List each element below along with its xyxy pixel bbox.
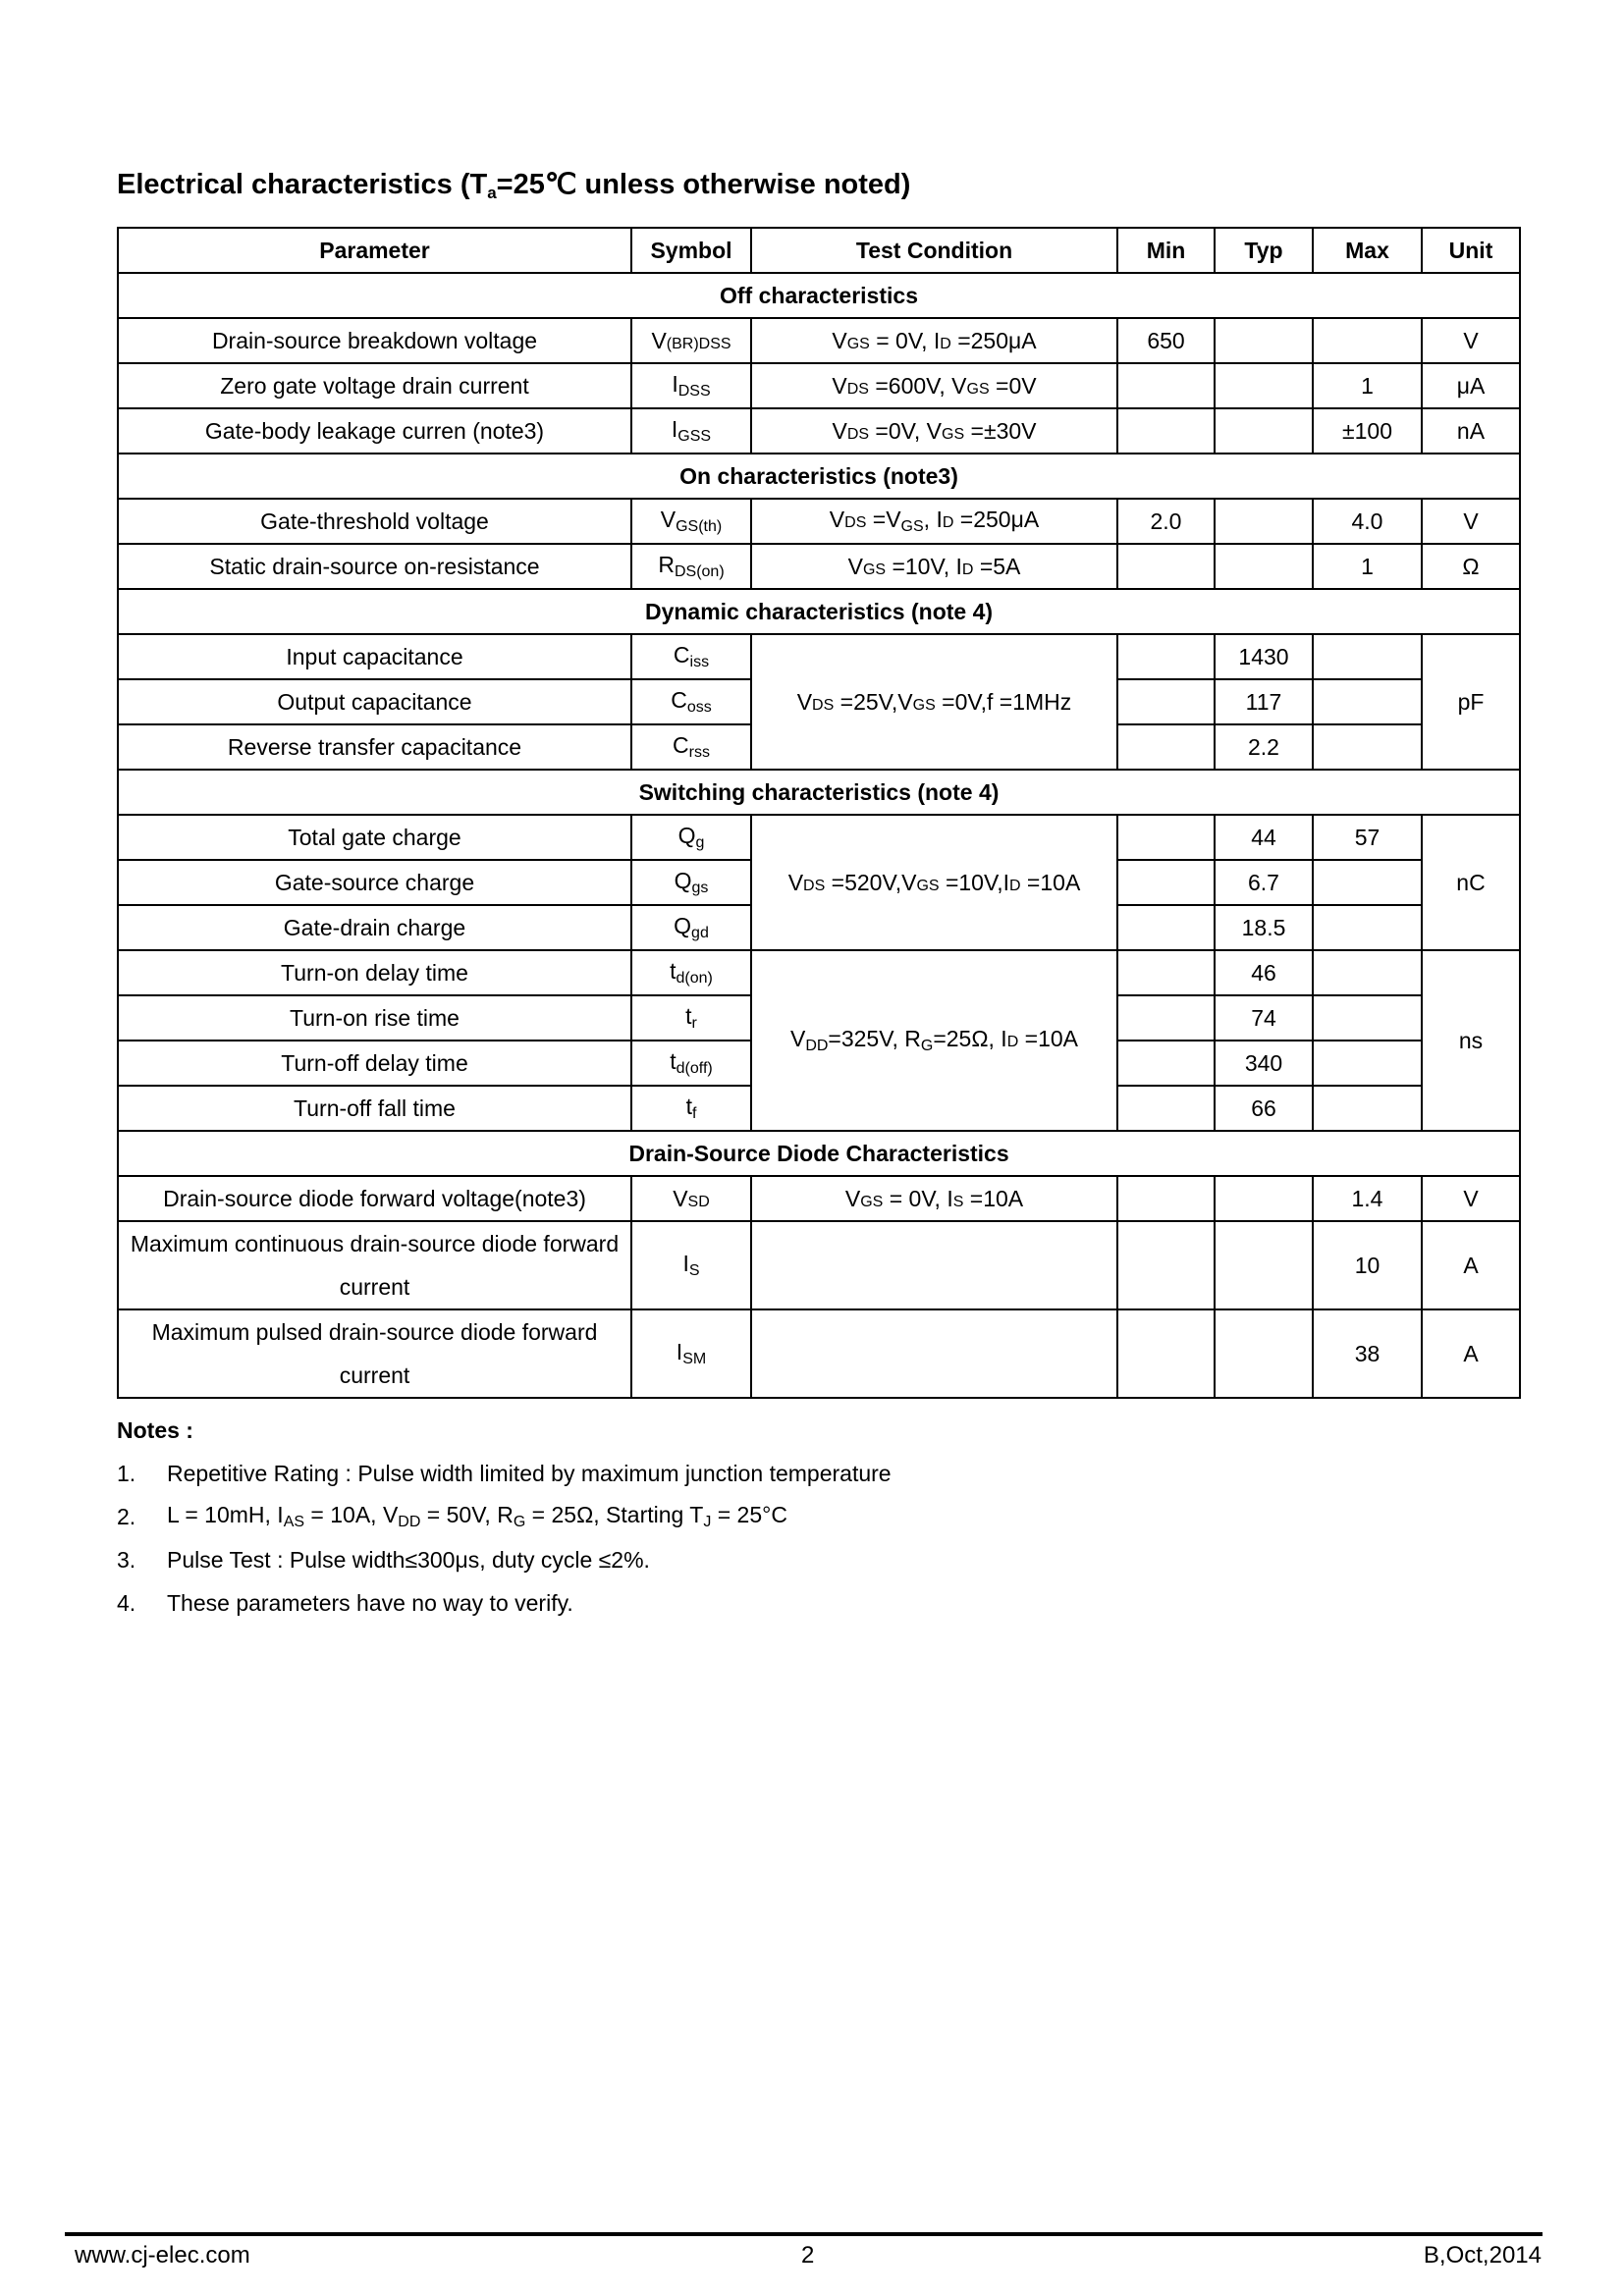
unit-cell: A	[1422, 1221, 1520, 1309]
text: V	[660, 507, 677, 532]
subscript: GS	[966, 380, 990, 398]
unit-cell: nC	[1422, 815, 1520, 950]
subscript: GS	[942, 425, 965, 443]
typ-cell	[1215, 408, 1313, 454]
typ-cell	[1215, 363, 1313, 408]
parameter-cell: Maximum continuous drain-source diode forward current	[118, 1221, 631, 1309]
note-text	[167, 1547, 650, 1574]
header-test-condition: Test Condition	[751, 228, 1117, 273]
text: = 50V, R	[420, 1502, 514, 1527]
test-condition-cell	[751, 318, 1117, 363]
section-row	[118, 589, 1520, 634]
max-cell: 1.4	[1313, 1176, 1422, 1221]
min-cell: 650	[1117, 318, 1215, 363]
max-cell	[1313, 950, 1422, 995]
note-number: 2.	[117, 1503, 136, 1529]
table-row	[118, 634, 1520, 679]
symbol-cell	[631, 499, 751, 544]
typ-cell: 44	[1215, 815, 1313, 860]
max-cell	[1313, 724, 1422, 770]
text: =V	[866, 507, 901, 532]
subscript: SM	[682, 1351, 707, 1367]
parameter-cell: Drain-source diode forward voltage(note3)	[118, 1176, 631, 1221]
text: t	[670, 1048, 677, 1074]
text: Q	[674, 913, 692, 938]
section-row	[118, 1131, 1520, 1176]
max-cell	[1313, 318, 1422, 363]
text: L = 10mH, I	[167, 1502, 284, 1527]
note-number: 1.	[117, 1460, 136, 1486]
text: V	[787, 869, 804, 895]
text: = 25Ω, Starting T	[525, 1502, 704, 1527]
note-item	[117, 1538, 892, 1581]
text: I	[682, 1251, 689, 1276]
text: Q	[677, 823, 696, 848]
min-cell	[1117, 905, 1215, 950]
symbol-cell	[631, 363, 751, 408]
footer-revision: B,Oct,2014	[1423, 2242, 1542, 2269]
table-row	[118, 408, 1520, 454]
symbol-cell	[631, 408, 751, 454]
symbol-cell	[631, 995, 751, 1041]
unit-cell: V	[1422, 318, 1520, 363]
symbol-cell	[631, 905, 751, 950]
test-condition-cell	[751, 950, 1117, 1131]
parameter-cell: Turn-on delay time	[118, 950, 631, 995]
text: t	[685, 1003, 692, 1029]
subscript: D	[942, 514, 954, 531]
notes-heading: Notes :	[117, 1417, 193, 1443]
subscript: rss	[688, 744, 710, 761]
subscript: GS	[860, 1193, 884, 1210]
text: =10V, I	[886, 553, 962, 579]
table-header-row	[118, 228, 1520, 273]
unit-cell: pF	[1422, 634, 1520, 770]
subscript: DS	[803, 877, 826, 894]
text: =10V,I	[939, 869, 1009, 895]
text: V	[796, 688, 813, 715]
header-unit: Unit	[1422, 228, 1520, 273]
text: =0V, V	[869, 417, 943, 444]
note-text	[167, 1502, 787, 1531]
subscript: G	[920, 1038, 934, 1054]
text: V	[847, 553, 863, 579]
header-typ: Typ	[1215, 228, 1313, 273]
text: =250μA	[950, 327, 1037, 353]
unit-cell: Ω	[1422, 544, 1520, 589]
subscript: D	[940, 335, 951, 352]
test-condition-cell	[751, 1221, 1117, 1309]
text: = 10A, V	[304, 1502, 399, 1527]
subscript: J	[703, 1514, 712, 1530]
min-cell	[1117, 679, 1215, 724]
text: C	[673, 642, 690, 667]
text: t	[685, 1094, 692, 1119]
section-row	[118, 454, 1520, 499]
max-cell: 38	[1313, 1309, 1422, 1398]
subscript: f	[691, 1105, 697, 1122]
subscript: gd	[691, 925, 709, 941]
parameter-cell: Maximum pulsed drain-source diode forward current	[118, 1309, 631, 1398]
header-parameter: Parameter	[118, 228, 631, 273]
table-row	[118, 950, 1520, 995]
min-cell	[1117, 1221, 1215, 1309]
min-cell	[1117, 544, 1215, 589]
section-label: Drain-Source Diode Characteristics	[118, 1131, 1520, 1176]
max-cell	[1313, 995, 1422, 1041]
table-row	[118, 318, 1520, 363]
note-number: 3.	[117, 1546, 136, 1573]
max-cell: 10	[1313, 1221, 1422, 1309]
text: = 0V, I	[869, 327, 941, 353]
typ-cell	[1215, 544, 1313, 589]
text: =600V, V	[868, 372, 967, 399]
subscript: d(on)	[676, 970, 713, 987]
parameter-cell: Zero gate voltage drain current	[118, 363, 631, 408]
subscript: AS	[283, 1514, 305, 1530]
min-cell	[1117, 815, 1215, 860]
table-row	[118, 815, 1520, 860]
typ-cell: 74	[1215, 995, 1313, 1041]
subscript: GS	[912, 696, 936, 714]
symbol-cell	[631, 950, 751, 995]
symbol-cell	[631, 634, 751, 679]
parameter-cell: Gate-drain charge	[118, 905, 631, 950]
text: These parameters have no way to verify.	[167, 1589, 573, 1616]
subscript: GS(th)	[676, 518, 723, 535]
section-row	[118, 770, 1520, 815]
min-cell	[1117, 1041, 1215, 1086]
unit-cell: V	[1422, 1176, 1520, 1221]
min-cell	[1117, 724, 1215, 770]
max-cell: 57	[1313, 815, 1422, 860]
notes	[117, 1417, 892, 1625]
parameter-cell: Static drain-source on-resistance	[118, 544, 631, 589]
footer-website: www.cj-elec.com	[75, 2242, 250, 2269]
test-condition-cell	[751, 544, 1117, 589]
symbol-cell	[631, 1041, 751, 1086]
text: =250μA	[953, 507, 1040, 532]
subscript: DS	[812, 696, 835, 714]
text: V	[789, 1026, 806, 1051]
unit-cell: μA	[1422, 363, 1520, 408]
subscript: GS	[846, 335, 870, 352]
subscript: oss	[686, 699, 712, 716]
subscript: DS	[844, 514, 867, 531]
text: V	[673, 1185, 688, 1211]
page-title: Electrical characteristics ($T_a=25℃$ unless otherwise noted)	[117, 169, 911, 202]
subscript: DS	[846, 425, 870, 443]
min-cell	[1117, 1086, 1215, 1131]
footer-divider	[65, 2232, 1543, 2236]
parameter-cell: Turn-on rise time	[118, 995, 631, 1041]
min-cell	[1117, 860, 1215, 905]
typ-cell: 6.7	[1215, 860, 1313, 905]
header-symbol: Symbol	[631, 228, 751, 273]
symbol-cell	[631, 679, 751, 724]
max-cell	[1313, 679, 1422, 724]
typ-cell: 66	[1215, 1086, 1313, 1131]
subscript: SD	[687, 1193, 710, 1210]
min-cell: 2.0	[1117, 499, 1215, 544]
max-cell: 4.0	[1313, 499, 1422, 544]
test-condition-cell	[751, 1176, 1117, 1221]
unit-cell: A	[1422, 1309, 1520, 1398]
text: Q	[674, 868, 692, 893]
symbol-cell	[631, 318, 751, 363]
subscript: D	[1008, 877, 1021, 894]
max-cell: 1	[1313, 544, 1422, 589]
parameter-cell: Turn-off delay time	[118, 1041, 631, 1086]
test-condition-cell	[751, 1309, 1117, 1398]
min-cell	[1117, 363, 1215, 408]
subscript: D	[1006, 1034, 1019, 1050]
subscript: G	[513, 1514, 526, 1530]
text: C	[671, 687, 687, 713]
max-cell: 1	[1313, 363, 1422, 408]
section-label: Off characteristics	[118, 273, 1520, 318]
text: V	[832, 372, 847, 399]
max-cell	[1313, 905, 1422, 950]
typ-cell	[1215, 499, 1313, 544]
electrical-characteristics-table	[117, 227, 1521, 1399]
note-number: 4.	[117, 1589, 136, 1616]
parameter-cell: Total gate charge	[118, 815, 631, 860]
table-row	[118, 1221, 1520, 1309]
typ-cell: 340	[1215, 1041, 1313, 1086]
typ-cell	[1215, 1309, 1313, 1398]
typ-cell	[1215, 1221, 1313, 1309]
unit-cell: V	[1422, 499, 1520, 544]
text: = 25°C	[711, 1502, 787, 1527]
text: Pulse Test : Pulse width≤300μs, duty cycle ≤2%.	[167, 1546, 650, 1573]
symbol-cell	[631, 1176, 751, 1221]
section-label: Switching characteristics (note 4)	[118, 770, 1520, 815]
symbol-cell	[631, 1086, 751, 1131]
text: C	[673, 732, 689, 758]
subscript: S	[688, 1262, 700, 1279]
parameter-cell: Turn-off fall time	[118, 1086, 631, 1131]
max-cell	[1313, 1041, 1422, 1086]
subscript: gs	[691, 880, 709, 896]
unit-cell: nA	[1422, 408, 1520, 454]
parameter-cell: Gate-threshold voltage	[118, 499, 631, 544]
text: Repetitive Rating : Pulse width limited by maximum junction temperature	[167, 1460, 892, 1486]
parameter-cell: Gate-source charge	[118, 860, 631, 905]
text: V	[844, 1185, 861, 1211]
text: =10A	[1018, 1026, 1079, 1051]
subscript: DD	[398, 1514, 421, 1530]
text: =10A	[963, 1185, 1024, 1211]
section-label: On characteristics (note3)	[118, 454, 1520, 499]
typ-cell: 18.5	[1215, 905, 1313, 950]
header-max: Max	[1313, 228, 1422, 273]
note-item	[117, 1452, 892, 1495]
note-text	[167, 1461, 892, 1487]
text: V	[832, 327, 847, 353]
typ-cell	[1215, 318, 1313, 363]
subscript: DS(on)	[674, 563, 725, 580]
subscript: iss	[689, 654, 710, 670]
text: I	[672, 371, 678, 397]
parameter-cell: Reverse transfer capacitance	[118, 724, 631, 770]
text: =0V,f =1MHz	[935, 688, 1072, 715]
symbol-cell	[631, 1221, 751, 1309]
subscript: g	[695, 834, 705, 851]
text: R	[658, 552, 675, 577]
max-cell	[1313, 1086, 1422, 1131]
typ-cell	[1215, 1176, 1313, 1221]
text: V	[651, 327, 667, 353]
min-cell	[1117, 950, 1215, 995]
text: =10A	[1020, 869, 1081, 895]
table-row	[118, 544, 1520, 589]
text: =5A	[973, 553, 1021, 579]
typ-cell: 1430	[1215, 634, 1313, 679]
section-row	[118, 273, 1520, 318]
test-condition-cell	[751, 634, 1117, 770]
note-text	[167, 1590, 573, 1617]
test-condition-cell	[751, 499, 1117, 544]
text: =0V	[989, 372, 1037, 399]
symbol-cell	[631, 1309, 751, 1398]
min-cell	[1117, 1309, 1215, 1398]
subscript: DS	[846, 380, 869, 398]
text: =325V, R	[828, 1026, 921, 1051]
text: , I	[923, 507, 943, 532]
table-row	[118, 499, 1520, 544]
note-item	[117, 1581, 892, 1625]
unit-cell: ns	[1422, 950, 1520, 1131]
subscript: GS	[862, 561, 887, 578]
subscript: D	[961, 561, 974, 578]
parameter-cell: Drain-source breakdown voltage	[118, 318, 631, 363]
symbol-cell	[631, 724, 751, 770]
typ-cell: 117	[1215, 679, 1313, 724]
min-cell	[1117, 408, 1215, 454]
text: =±30V	[964, 417, 1037, 444]
symbol-cell	[631, 544, 751, 589]
section-label: Dynamic characteristics (note 4)	[118, 589, 1520, 634]
symbol-cell	[631, 860, 751, 905]
parameter-cell: Input capacitance	[118, 634, 631, 679]
min-cell	[1117, 634, 1215, 679]
header-min: Min	[1117, 228, 1215, 273]
footer-page-number: 2	[801, 2242, 815, 2269]
table-row	[118, 1309, 1520, 1398]
typ-cell: 2.2	[1215, 724, 1313, 770]
subscript: DD	[805, 1038, 829, 1054]
table-row	[118, 1176, 1520, 1221]
parameter-cell: Gate-body leakage curren (note3)	[118, 408, 631, 454]
text: I	[671, 416, 678, 442]
symbol-cell	[631, 815, 751, 860]
min-cell	[1117, 1176, 1215, 1221]
text: t	[670, 958, 677, 984]
min-cell	[1117, 995, 1215, 1041]
text: V	[832, 417, 847, 444]
text: = 0V, I	[883, 1185, 953, 1211]
max-cell	[1313, 860, 1422, 905]
subscript: GS	[900, 518, 924, 535]
notes-list	[117, 1452, 892, 1625]
table-row	[118, 363, 1520, 408]
max-cell: ±100	[1313, 408, 1422, 454]
subscript: GSS	[677, 428, 712, 445]
text: =25Ω, I	[933, 1026, 1007, 1051]
test-condition-cell	[751, 815, 1117, 950]
test-condition-cell	[751, 408, 1117, 454]
subscript: DSS	[677, 383, 711, 400]
note-item	[117, 1495, 892, 1538]
subscript: (BR)DSS	[666, 335, 731, 352]
subscript: GS	[916, 877, 940, 894]
text: I	[676, 1339, 683, 1364]
test-condition-cell	[751, 363, 1117, 408]
parameter-cell: Output capacitance	[118, 679, 631, 724]
subscript: r	[691, 1015, 697, 1032]
text: =520V,V	[825, 869, 917, 895]
text: =25V,V	[834, 688, 913, 715]
text: V	[829, 507, 845, 532]
typ-cell: 46	[1215, 950, 1313, 995]
max-cell	[1313, 634, 1422, 679]
subscript: d(off)	[676, 1060, 713, 1077]
subscript: S	[952, 1193, 964, 1210]
